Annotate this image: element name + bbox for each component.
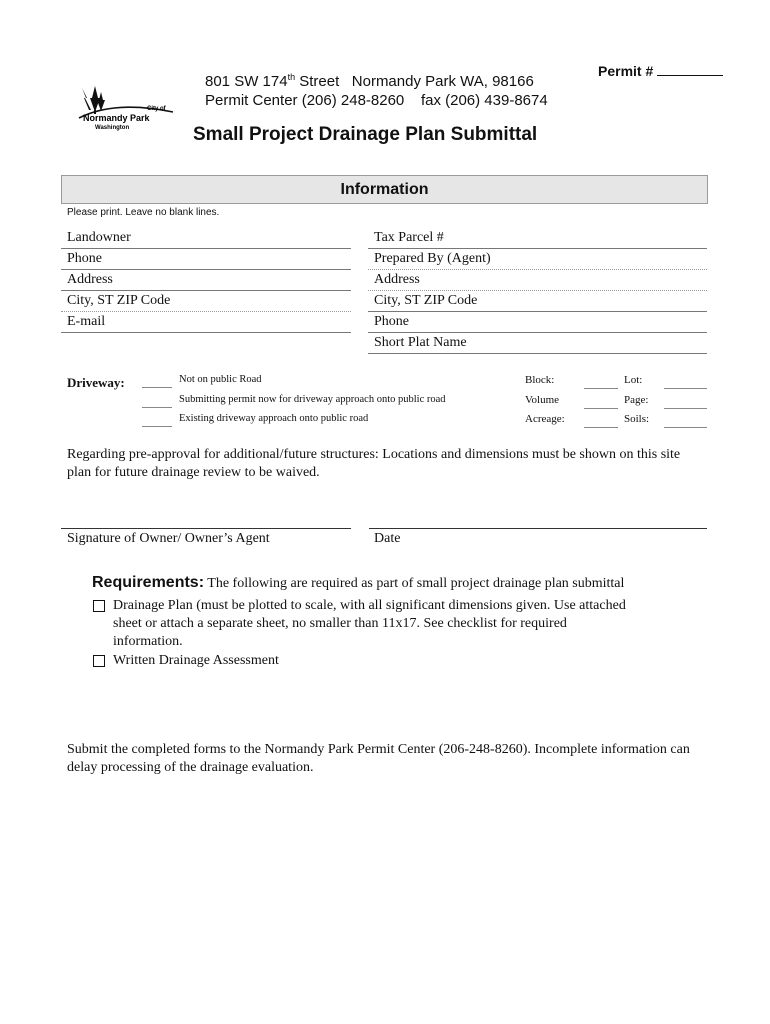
- field-address[interactable]: Address: [61, 270, 351, 291]
- pre-approval-text: Regarding pre-approval for additional/future structures: Locations and dimensions must be shown on this site plan for future drainage review to be waived.: [67, 447, 681, 480]
- date-label: Date: [374, 531, 401, 546]
- driveway-option-2-blank[interactable]: [142, 407, 172, 408]
- requirements-intro: The following are required as part of small project drainage plan submittal: [204, 576, 625, 591]
- field-phone[interactable]: Phone: [61, 249, 351, 270]
- date-line[interactable]: [369, 528, 707, 529]
- owner-signature-line[interactable]: [61, 528, 351, 529]
- field-agent-phone[interactable]: Phone: [368, 312, 707, 333]
- driveway-label: Driveway:: [67, 375, 125, 390]
- field-email[interactable]: E-mail: [61, 312, 351, 333]
- field-prepared-by[interactable]: Prepared By (Agent): [368, 249, 707, 270]
- block-label: Block:: [525, 374, 555, 386]
- address-line-1: 801 SW 174th Street Normandy Park WA, 98166: [205, 72, 534, 90]
- volume-blank[interactable]: [584, 408, 618, 409]
- driveway-option-3-label: Existing driveway approach onto public road: [179, 413, 369, 424]
- drainage-plan-checkbox[interactable]: [93, 600, 105, 612]
- address-block: [205, 68, 548, 110]
- city-logo: [75, 84, 185, 144]
- owner-signature-label: Signature of Owner/ Owner’s Agent: [67, 531, 270, 546]
- field-landowner[interactable]: Landowner: [61, 228, 351, 249]
- permit-number-field[interactable]: [598, 63, 723, 79]
- field-city-st-zip[interactable]: City, ST ZIP Code: [61, 291, 351, 312]
- soils-label: Soils:: [624, 413, 650, 425]
- requirements-heading: [92, 574, 624, 592]
- lot-blank[interactable]: [664, 388, 707, 389]
- information-heading: Information: [61, 175, 708, 204]
- driveway-option-3-blank[interactable]: [142, 426, 172, 427]
- soils-blank[interactable]: [664, 427, 707, 428]
- requirements-title: Requirements:: [92, 574, 205, 591]
- field-agent-address[interactable]: Address: [368, 270, 707, 291]
- driveway-option-1-label: Not on public Road: [179, 374, 262, 385]
- logo-line1: City of: [147, 106, 166, 112]
- volume-label: Volume: [525, 394, 560, 406]
- block-blank[interactable]: [584, 388, 618, 389]
- field-tax-parcel[interactable]: Tax Parcel #: [368, 228, 707, 249]
- lot-label: Lot:: [624, 374, 643, 386]
- drainage-assessment-item: Written Drainage Assessment: [113, 653, 279, 668]
- permit-blank[interactable]: [657, 63, 723, 76]
- page-label: Page:: [624, 394, 649, 406]
- field-short-plat-name[interactable]: Short Plat Name: [368, 333, 707, 354]
- drainage-plan-item: Drainage Plan (must be plotted to scale, with all significant dimensions given. Use attached sheet or attach a separate sheet, no smaller than 11x17. See checklist for required information.: [113, 598, 626, 649]
- permit-label: Permit #: [598, 63, 654, 79]
- instruction-text: Please print. Leave no blank lines.: [67, 207, 220, 218]
- driveway-option-1-blank[interactable]: [142, 387, 172, 388]
- acreage-blank[interactable]: [584, 427, 618, 428]
- drainage-assessment-checkbox[interactable]: [93, 655, 105, 667]
- field-agent-city-st-zip[interactable]: City, ST ZIP Code: [368, 291, 707, 312]
- logo-line2: Normandy Park: [83, 113, 150, 123]
- page-blank[interactable]: [664, 408, 707, 409]
- driveway-option-2-label: Submitting permit now for driveway approach onto public road: [179, 394, 446, 405]
- address-line-2: Permit Center (206) 248-8260 fax (206) 439-8674: [205, 92, 548, 109]
- logo-line3: Washington: [95, 125, 130, 131]
- page-title: Small Project Drainage Plan Submittal: [193, 124, 538, 145]
- acreage-label: Acreage:: [525, 413, 565, 425]
- submit-instructions: Submit the completed forms to the Normandy Park Permit Center (206-248-8260). Incomplete information can delay processing of the drainage evaluation.: [67, 742, 690, 775]
